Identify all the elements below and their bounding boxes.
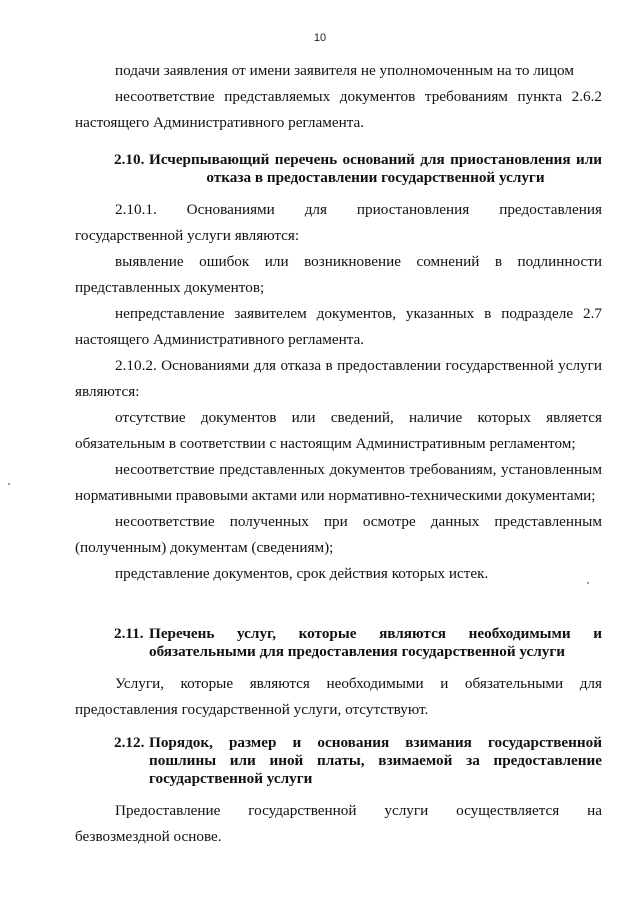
paragraph: несоответствие представленных документов требованиям, установленным нормативными правовыми актами или нормативно-техническими документами; xyxy=(75,461,602,504)
page-number: 10 xyxy=(313,32,327,44)
section-heading-2-11 xyxy=(114,625,602,661)
paragraph: представление документов, срок действия которых истек. xyxy=(115,565,489,582)
paragraph: выявление ошибок или возникновение сомнений в подлинности представленных документов; xyxy=(75,253,602,296)
section-number: 2.10. xyxy=(114,151,145,168)
scan-artifact xyxy=(8,483,10,485)
scan-artifact xyxy=(587,582,589,584)
section-number: 2.12. xyxy=(114,734,145,751)
paragraph: 2.10.1. Основаниями для приостановления предоставления государственной услуги являются: xyxy=(75,201,602,244)
section-heading-2-12 xyxy=(114,734,602,788)
section-title: Перечень услуг, которые являются необходимыми и обязательными для предоставления государственной услуги xyxy=(149,625,602,660)
paragraph: непредставление заявителем документов, указанных в подразделе 2.7 настоящего Административного регламента. xyxy=(75,305,602,348)
paragraph: отсутствие документов или сведений, наличие которых является обязательным в соответствии с настоящим Административным регламентом; xyxy=(75,409,602,452)
paragraph: 2.10.2. Основаниями для отказа в предоставлении государственной услуги являются: xyxy=(75,357,602,400)
section-2-10-body xyxy=(75,197,602,587)
intro-block xyxy=(75,58,602,136)
section-2-11-body xyxy=(75,671,602,723)
section-title: Порядок, размер и основания взимания государственной пошлины или иной платы, взимаемой за предоставление государственной услуги xyxy=(149,734,602,787)
section-heading-2-10 xyxy=(114,151,602,187)
section-title: Исчерпывающий перечень оснований для приостановления или отказа в предоставлении государственной услуги xyxy=(149,151,602,186)
section-2-12-body xyxy=(75,798,602,850)
section-number: 2.11. xyxy=(114,625,144,642)
paragraph: Предоставление государственной услуги осуществляется на безвозмездной основе. xyxy=(75,802,602,845)
paragraph: подачи заявления от имени заявителя не уполномоченным на то лицом xyxy=(115,62,574,79)
paragraph: несоответствие полученных при осмотре данных представленным (полученным) документам (сведениям); xyxy=(75,513,602,556)
paragraph: несоответствие представляемых документов требованиям пункта 2.6.2 настоящего Административного регламента. xyxy=(75,88,602,131)
paragraph: Услуги, которые являются необходимыми и обязательными для предоставления государственной услуги, отсутствуют. xyxy=(75,675,602,718)
